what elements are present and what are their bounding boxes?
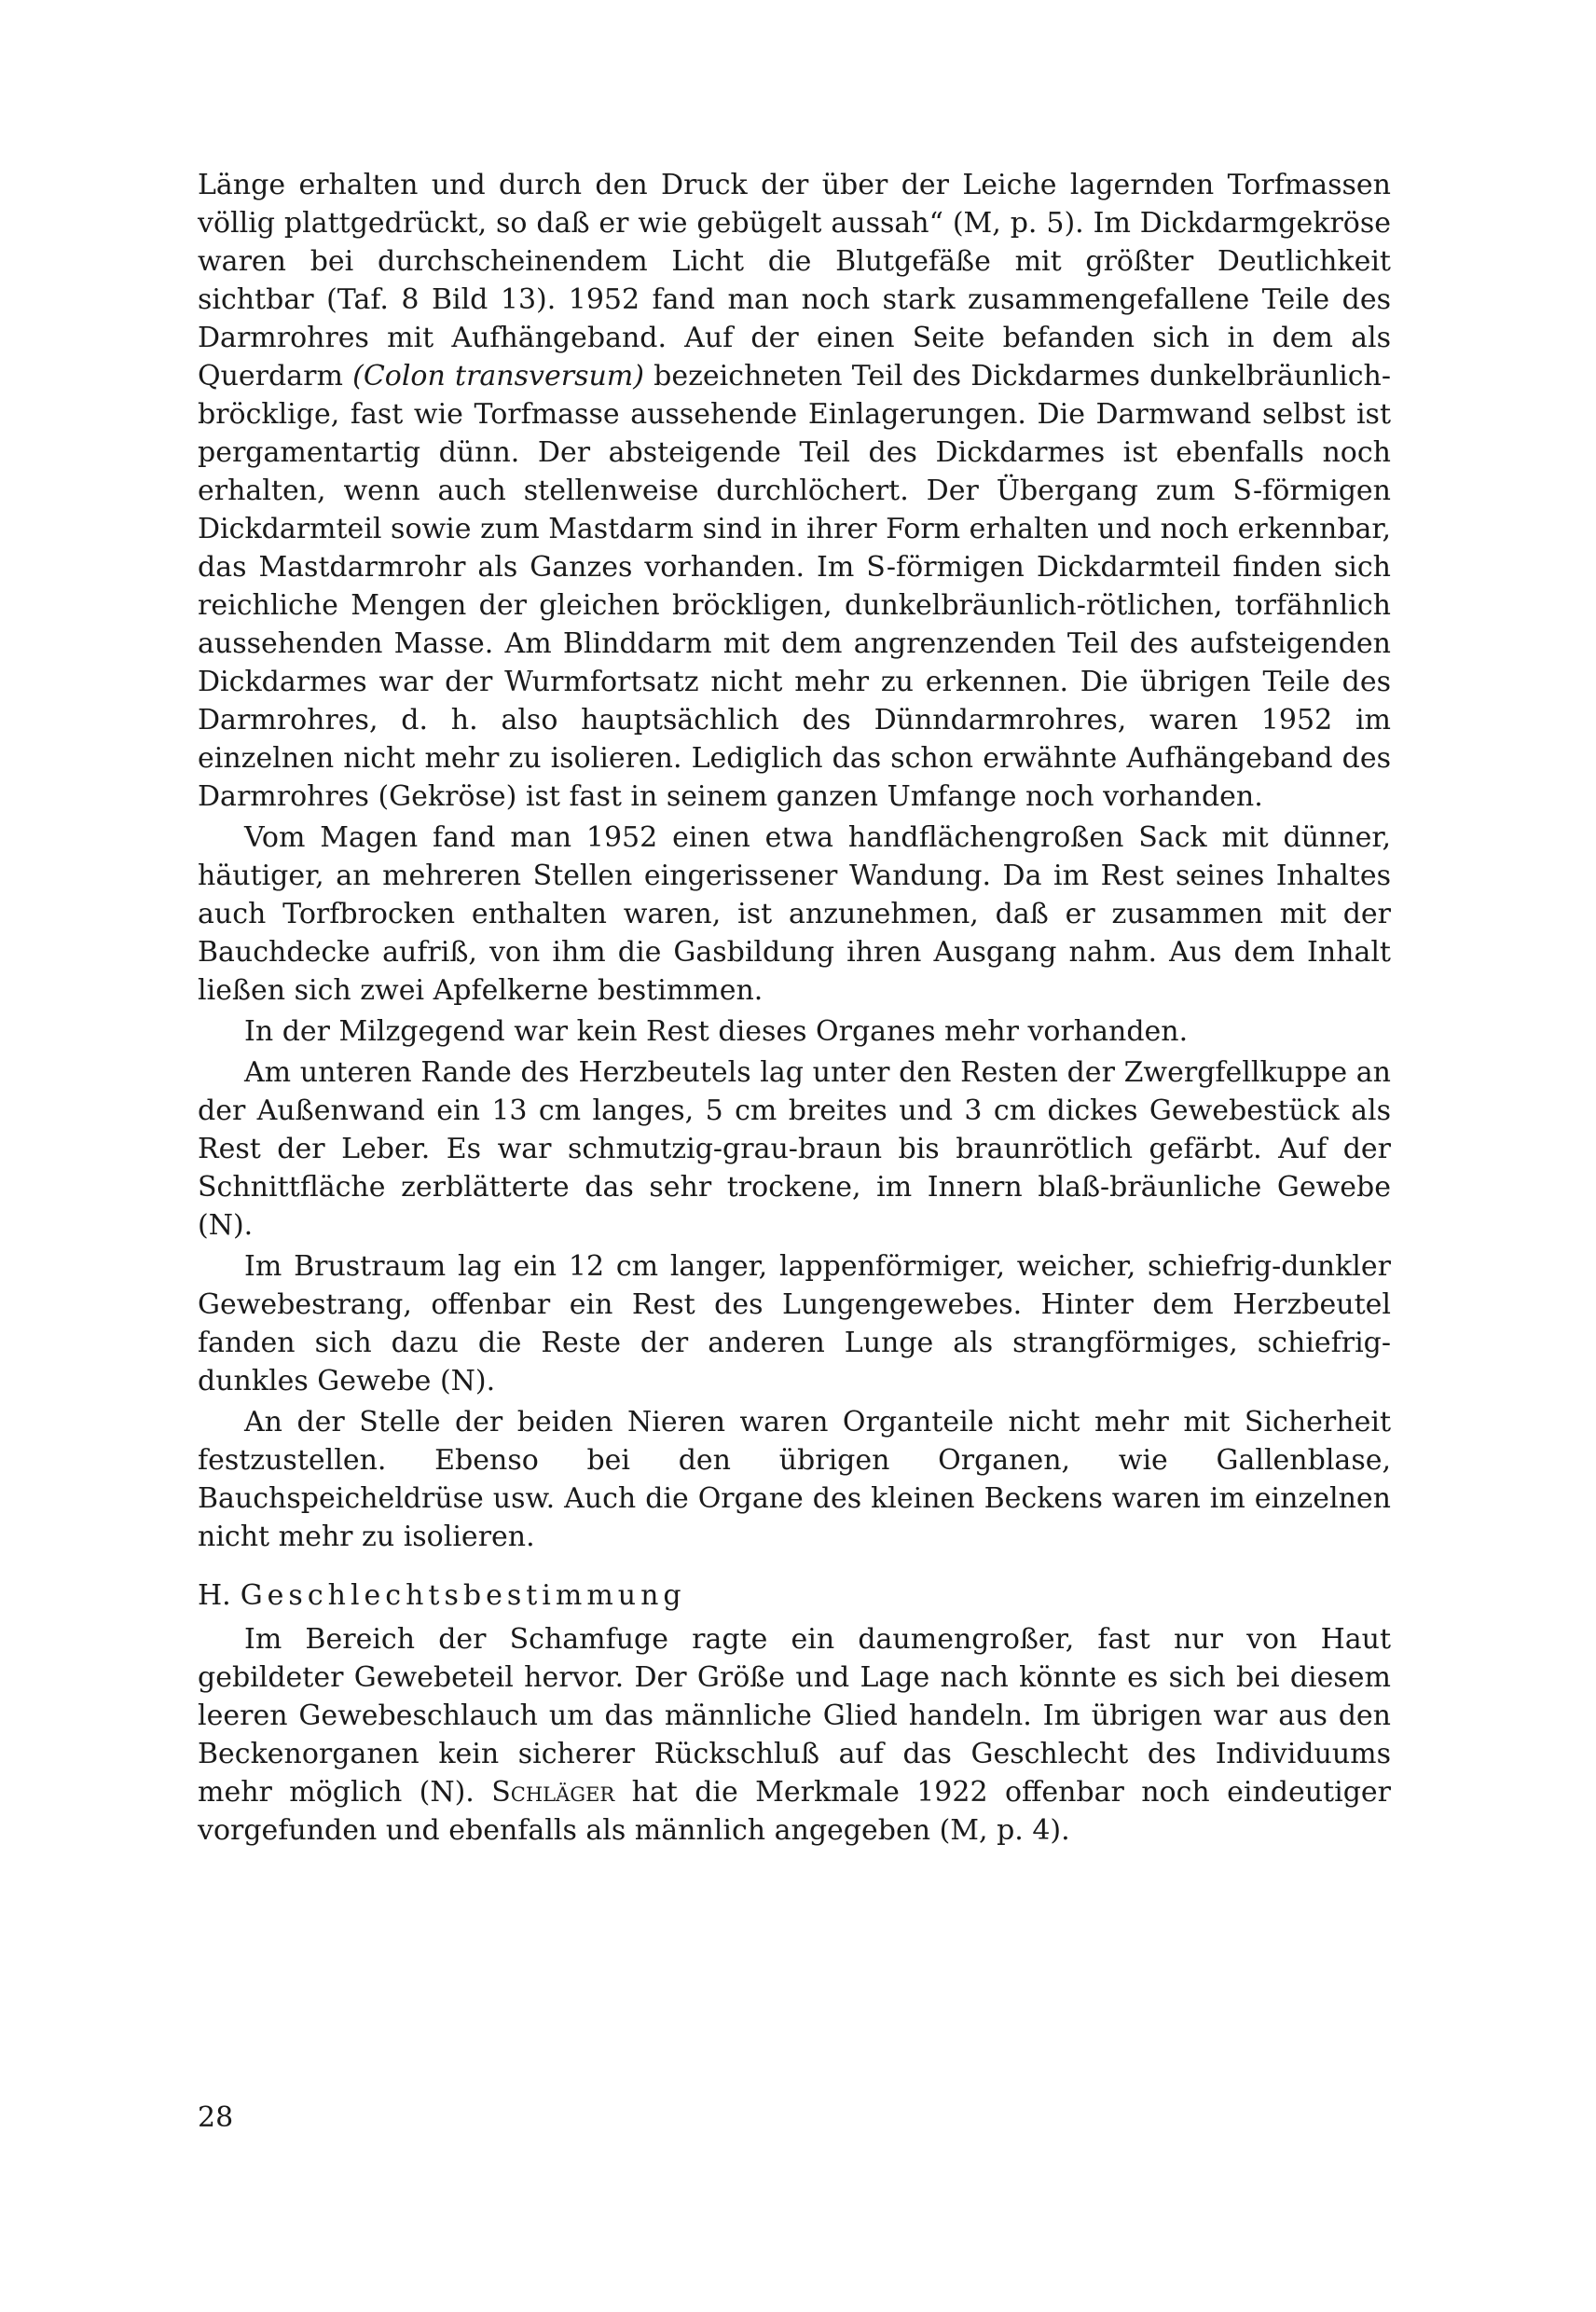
paragraph-intestine <box>198 166 1391 816</box>
paragraph-lung: Im Brustraum lag ein 12 cm langer, lappenförmiger, weicher, schiefrig-dunkler Gewebestrang, offenbar ein Rest des Lungengewebes. Hinter dem Herzbeutel fanden sich dazu die Reste der anderen Lunge als strangförmiges, schiefrig-dunkles Gewebe (N). <box>198 1250 1391 1397</box>
paragraph-stomach: Vom Magen fand man 1952 einen etwa handflächengroßen Sack mit dünner, häutiger, an mehreren Stellen eingerissener Wandung. Da im Rest seines Inhaltes auch Torfbrocken enthalten waren, ist anzunehmen, daß er zusammen mit der Bauchdecke aufriß, von ihm die Gasbildung ihren Ausgang nahm. Aus dem Inhalt ließen sich zwei Apfelkerne bestimmen. <box>198 821 1391 1007</box>
paragraph-kidneys: An der Stelle der beiden Nieren waren Organteile nicht mehr mit Sicherheit festzustellen. Ebenso bei den übrigen Organen, wie Gallenblase, Bauchspeicheldrüse usw. Auch die Organe des kleinen Beckens waren im einzelnen nicht mehr zu isolieren. <box>198 1406 1391 1553</box>
author-name: Schläger <box>491 1776 615 1809</box>
section-title: Geschlechtsbestimmung <box>240 1579 686 1612</box>
book-page <box>198 166 1391 1850</box>
paragraph-text: hat die Merkmale 1922 offenbar noch eindeutiger vorgefunden und ebenfalls als männlich angegeben (M, p. 4). <box>198 1776 1391 1847</box>
section-heading <box>198 1576 1391 1615</box>
paragraph-sex-determination <box>198 1620 1391 1850</box>
paragraph-text: bezeichneten Teil des Dickdarmes dunkelbräunlich-bröcklige, fast wie Torfmasse aussehende Einlagerungen. Die Darmwand selbst ist pergamentartig dünn. Der absteigende Teil des Dickdarmes ist ebenfalls noch erhalten, wenn auch stellenweise durchlöchert. Der Übergang zum S-förmigen Dickdarmteil sowie zum Mastdarm sind in ihrer Form erhalten und noch erkennbar, das Mastdarmrohr als Ganzes vorhanden. Im S-förmigen Dickdarmteil finden sich reichliche Mengen der gleichen bröckligen, dunkelbräunlich-rötlichen, torfähnlich aussehenden Masse. Am Blinddarm mit dem angrenzenden Teil des aufsteigenden Dickdarmes war der Wurmfortsatz nicht mehr zu erkennen. Die übrigen Teile des Darmrohres, d. h. also hauptsächlich des Dünndarmrohres, waren 1952 im einzelnen nicht mehr zu isolieren. Lediglich das schon erwähnte Aufhängeband des Darmrohres (Gekröse) ist fast in seinem ganzen Umfange noch vorhanden. <box>198 360 1391 813</box>
paragraph-text: Länge erhalten und durch den Druck der über der Leiche lagernden Torfmassen völlig plattgedrückt, so daß er wie gebügelt aussah“ (M, p. 5). Im Dickdarmgekröse waren bei durchscheinendem Licht die Blutgefäße mit größter Deutlichkeit sichtbar (Taf. 8 Bild 13). 1952 fand man noch stark zusammengefallene Teile des Darmrohres mit Aufhängeband. Auf der einen Seite befanden sich in dem als Querdarm <box>198 169 1391 392</box>
latin-term: (Colon transversum) <box>352 360 644 392</box>
section-letter: H. <box>198 1579 231 1612</box>
paragraph-text: Im Bereich der Schamfuge ragte ein daumengroßer, fast nur von Haut gebildeter Gewebeteil hervor. Der Größe und Lage nach könnte es sich bei diesem leeren Gewebeschlauch um das männliche Glied handeln. Im übrigen war aus den Beckenorganen kein sicherer Rückschluß auf das Geschlecht des Individuums mehr möglich (N). <box>198 1623 1391 1809</box>
paragraph-spleen: In der Milzgegend war kein Rest dieses Organes mehr vorhanden. <box>244 1015 1189 1048</box>
page-number: 28 <box>198 2101 234 2134</box>
paragraph-liver: Am unteren Rande des Herzbeutels lag unter den Resten der Zwergfellkuppe an der Außenwand ein 13 cm langes, 5 cm breites und 3 cm dickes Gewebestück als Rest der Leber. Es war schmutzig-grau-braun bis braunrötlich gefärbt. Auf der Schnittfläche zerblätterte das sehr trockene, im Innern blaß-bräunliche Gewebe (N). <box>198 1056 1391 1242</box>
